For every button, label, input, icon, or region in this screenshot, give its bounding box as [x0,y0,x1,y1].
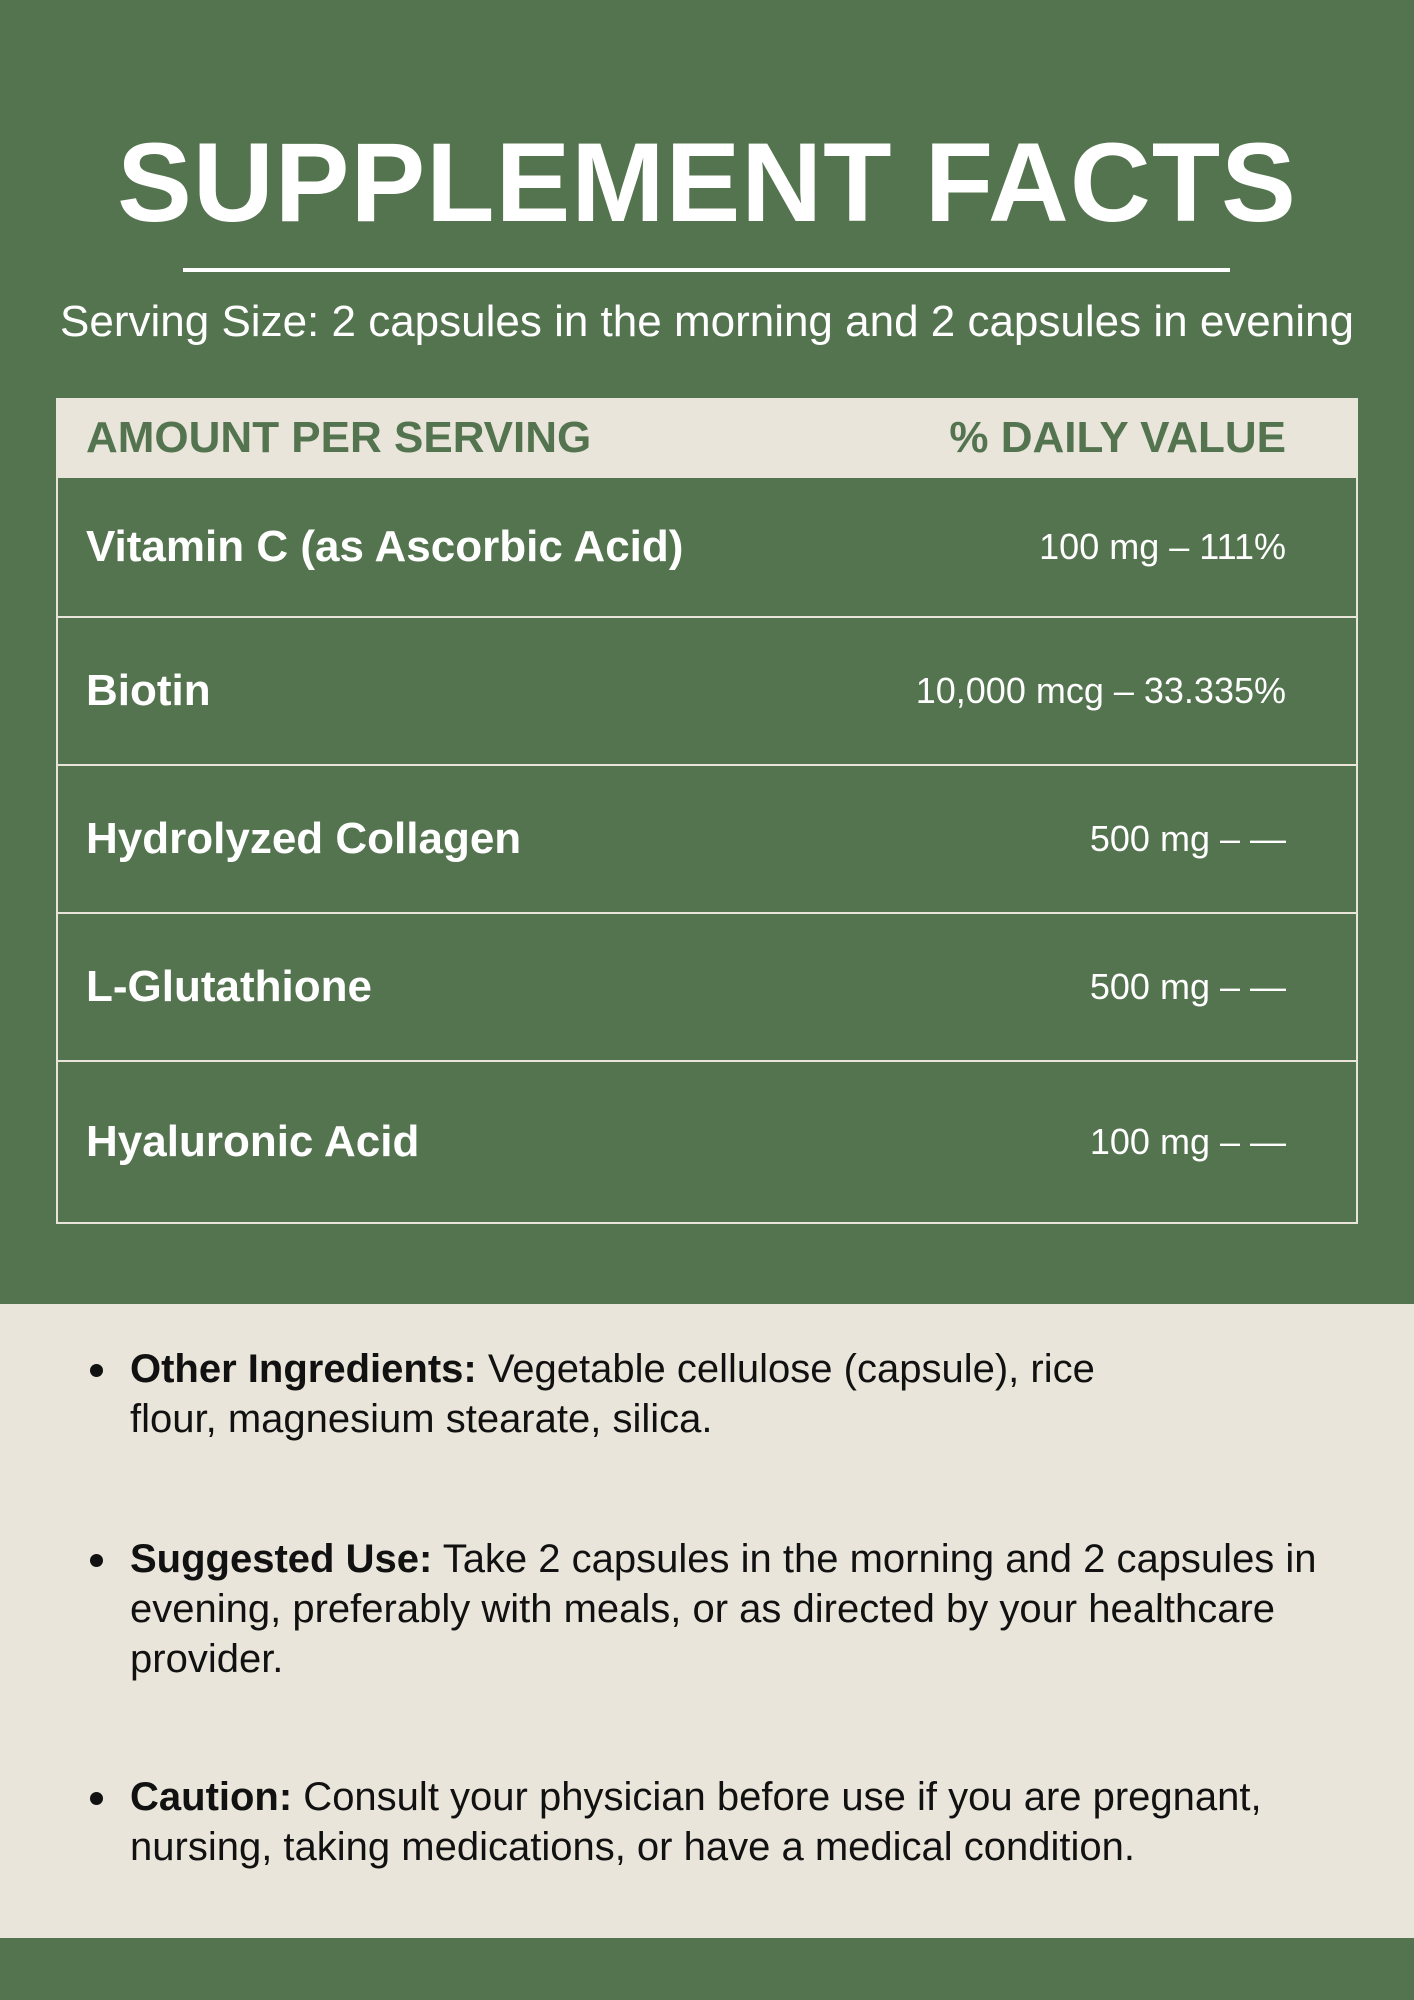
note-body: Consult your physician before use if you are pregnant, nursing, taking medications, or have a medical condition. [130,1775,1262,1869]
page-title: SUPPLEMENT FACTS [117,120,1297,245]
ingredient-name: L-Glutathione [86,962,372,1011]
facts-table [56,398,1358,1224]
note-label: Other Ingredients: [130,1347,477,1391]
bullet-icon [90,1364,103,1377]
table-row [58,912,1356,1060]
bullet-icon [90,1554,103,1567]
column-header-daily-value: % DAILY VALUE [949,413,1286,462]
ingredient-amount: 10,000 mcg – 33.335% [915,670,1286,711]
ingredient-name: Hydrolyzed Collagen [86,814,522,863]
serving-size: Serving Size: 2 capsules in the morning and 2 capsules in evening [60,297,1354,346]
bullet-icon [90,1792,103,1805]
ingredient-amount: 100 mg – 111% [1039,526,1286,567]
notes-panel [0,1304,1414,1938]
note-caution [90,1772,1350,1872]
ingredient-name: Biotin [86,666,211,715]
note-suggested-use [90,1534,1350,1684]
note-text [130,1534,1350,1684]
ingredient-name: Vitamin C (as Ascorbic Acid) [86,522,684,571]
table-row [58,616,1356,764]
title-divider [183,268,1230,272]
note-body: Take 2 capsules in the morning and 2 capsules in evening, preferably with meals, or as directed by your healthcare provider. [130,1537,1317,1681]
table-row [58,476,1356,616]
note-body: Vegetable cellulose (capsule), rice flour, magnesium stearate, silica. [130,1347,1095,1441]
column-header-amount: AMOUNT PER SERVING [86,413,592,462]
table-row [58,1060,1356,1222]
table-row [58,764,1356,912]
ingredient-name: Hyaluronic Acid [86,1117,420,1166]
facts-table-header [58,400,1356,476]
ingredient-amount: 500 mg – — [1089,966,1286,1007]
note-label: Suggested Use: [130,1537,433,1581]
note-other-ingredients [90,1344,1350,1444]
ingredient-amount: 500 mg – — [1089,818,1286,859]
note-text [130,1344,1190,1444]
note-label: Caution: [130,1775,293,1819]
note-text [130,1772,1350,1872]
ingredient-amount: 100 mg – — [1089,1121,1286,1162]
